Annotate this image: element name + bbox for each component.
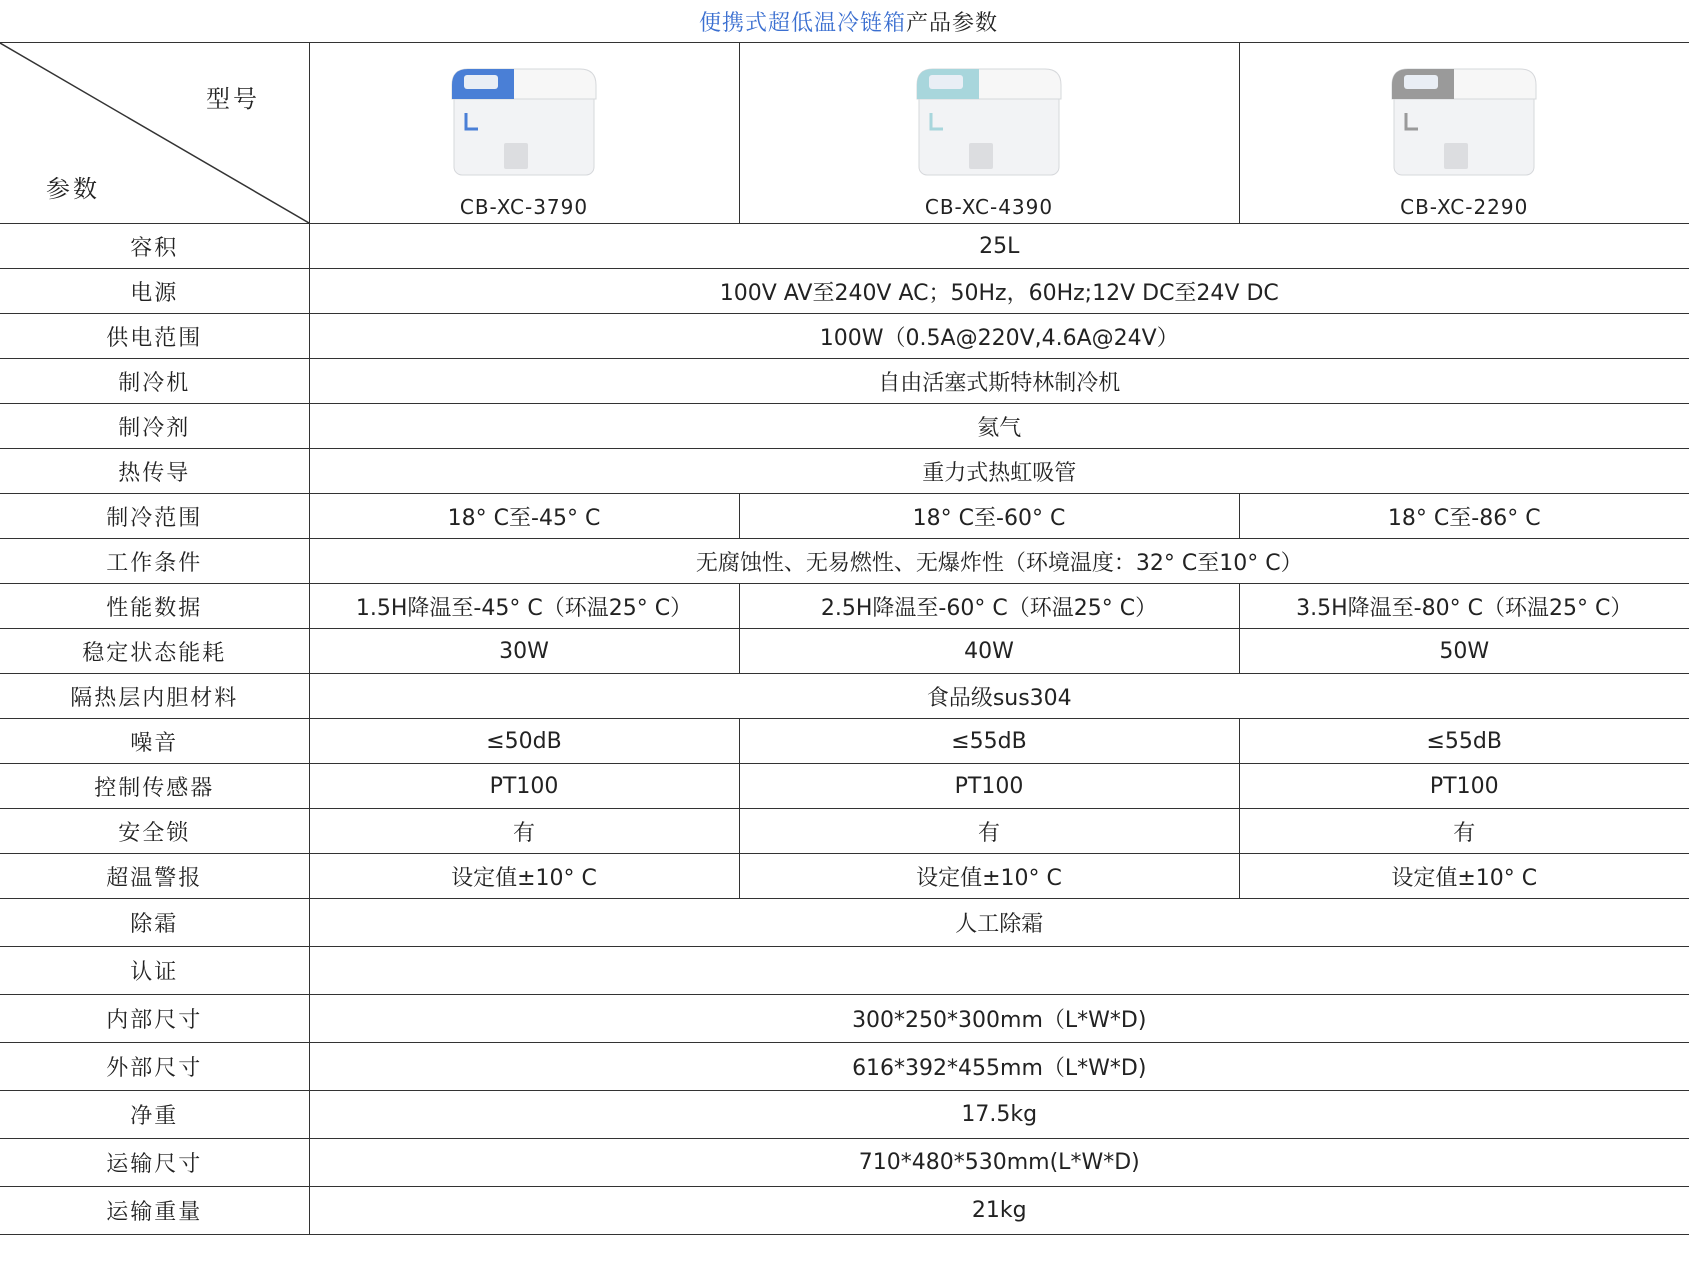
spec-value: 自由活塞式斯特林制冷机	[309, 359, 1689, 404]
spec-row	[0, 404, 1689, 449]
spec-row	[0, 224, 1689, 269]
spec-label: 容积	[0, 224, 309, 269]
spec-value: 616*392*455mm（L*W*D)	[309, 1043, 1689, 1091]
spec-row	[0, 314, 1689, 359]
spec-row	[0, 899, 1689, 947]
spec-row	[0, 947, 1689, 995]
spec-value: PT100	[1239, 764, 1689, 809]
spec-value: ≤50dB	[309, 719, 739, 764]
spec-row	[0, 1043, 1689, 1091]
spec-row	[0, 1091, 1689, 1139]
spec-value: ≤55dB	[739, 719, 1239, 764]
spec-value: 18° C至-45° C	[309, 494, 739, 539]
spec-value: ≤55dB	[1239, 719, 1689, 764]
model-name: CB-XC-2290	[1400, 195, 1529, 219]
spec-label: 运输尺寸	[0, 1139, 309, 1187]
title-rest: 产品参数	[906, 11, 999, 36]
spec-value	[309, 947, 1689, 995]
page-title	[0, 6, 1697, 37]
spec-value: 300*250*300mm（L*W*D)	[309, 995, 1689, 1043]
spec-value: 无腐蚀性、无易燃性、无爆炸性（环境温度：32° C至10° C）	[309, 539, 1689, 584]
spec-table	[0, 42, 1689, 1235]
spec-row	[0, 269, 1689, 314]
spec-row	[0, 719, 1689, 764]
spec-row	[0, 584, 1689, 629]
cooler-box-image	[444, 63, 604, 181]
spec-label: 安全锁	[0, 809, 309, 854]
spec-label: 制冷机	[0, 359, 309, 404]
spec-value: 设定值±10° C	[1239, 854, 1689, 899]
spec-value: 重力式热虹吸管	[309, 449, 1689, 494]
spec-row	[0, 1187, 1689, 1235]
spec-value: PT100	[309, 764, 739, 809]
spec-value: 100W（0.5A@220V,4.6A@24V）	[309, 314, 1689, 359]
spec-label: 净重	[0, 1091, 309, 1139]
spec-value: 18° C至-60° C	[739, 494, 1239, 539]
spec-value: 氦气	[309, 404, 1689, 449]
spec-row	[0, 539, 1689, 584]
spec-value: 有	[309, 809, 739, 854]
spec-row	[0, 809, 1689, 854]
spec-value: 18° C至-86° C	[1239, 494, 1689, 539]
model-header-label: 型号	[206, 85, 260, 113]
spec-value: 设定值±10° C	[739, 854, 1239, 899]
model-name: CB-XC-4390	[924, 195, 1054, 219]
spec-value: 25L	[309, 224, 1689, 269]
spec-label: 工作条件	[0, 539, 309, 584]
spec-value: 人工除霜	[309, 899, 1689, 947]
spec-row	[0, 674, 1689, 719]
diagonal-header-cell	[0, 43, 309, 224]
spec-row	[0, 995, 1689, 1043]
product-cell-3	[1239, 43, 1689, 224]
spec-row	[0, 449, 1689, 494]
spec-label: 除霜	[0, 899, 309, 947]
spec-label: 供电范围	[0, 314, 309, 359]
spec-label: 隔热层内胆材料	[0, 674, 309, 719]
spec-value: 50W	[1239, 629, 1689, 674]
spec-value: 710*480*530mm(L*W*D)	[309, 1139, 1689, 1187]
spec-value: 食品级sus304	[309, 674, 1689, 719]
spec-value: 21kg	[309, 1187, 1689, 1235]
cooler-box-image	[909, 63, 1069, 181]
spec-value: 30W	[309, 629, 739, 674]
product-cell-1	[309, 43, 739, 224]
spec-value: 1.5H降温至-45° C（环温25° C）	[309, 584, 739, 629]
spec-value: 2.5H降温至-60° C（环温25° C）	[739, 584, 1239, 629]
spec-row	[0, 764, 1689, 809]
spec-label: 超温警报	[0, 854, 309, 899]
title-highlight: 便携式超低温冷链箱	[698, 11, 906, 36]
spec-value: 3.5H降温至-80° C（环温25° C）	[1239, 584, 1689, 629]
spec-label: 稳定状态能耗	[0, 629, 309, 674]
spec-label: 内部尺寸	[0, 995, 309, 1043]
spec-label: 控制传感器	[0, 764, 309, 809]
model-name: CB-XC-3790	[459, 195, 589, 219]
spec-row	[0, 629, 1689, 674]
header-row	[0, 43, 1689, 224]
spec-value: 40W	[739, 629, 1239, 674]
spec-row	[0, 854, 1689, 899]
product-cell-2	[739, 43, 1239, 224]
spec-label: 认证	[0, 947, 309, 995]
spec-label: 性能数据	[0, 584, 309, 629]
cooler-box-image	[1384, 63, 1544, 181]
spec-row	[0, 1139, 1689, 1187]
spec-value: 有	[739, 809, 1239, 854]
spec-value: 17.5kg	[309, 1091, 1689, 1139]
param-header-label: 参数	[46, 175, 100, 203]
spec-value: 设定值±10° C	[309, 854, 739, 899]
spec-label: 噪音	[0, 719, 309, 764]
spec-label: 运输重量	[0, 1187, 309, 1235]
spec-value: 100V AV至240V AC；50Hz，60Hz;12V DC至24V DC	[309, 269, 1689, 314]
spec-value: PT100	[739, 764, 1239, 809]
spec-value: 有	[1239, 809, 1689, 854]
spec-label: 制冷范围	[0, 494, 309, 539]
spec-label: 电源	[0, 269, 309, 314]
spec-row	[0, 494, 1689, 539]
spec-label: 制冷剂	[0, 404, 309, 449]
spec-label: 外部尺寸	[0, 1043, 309, 1091]
spec-label: 热传导	[0, 449, 309, 494]
spec-row	[0, 359, 1689, 404]
